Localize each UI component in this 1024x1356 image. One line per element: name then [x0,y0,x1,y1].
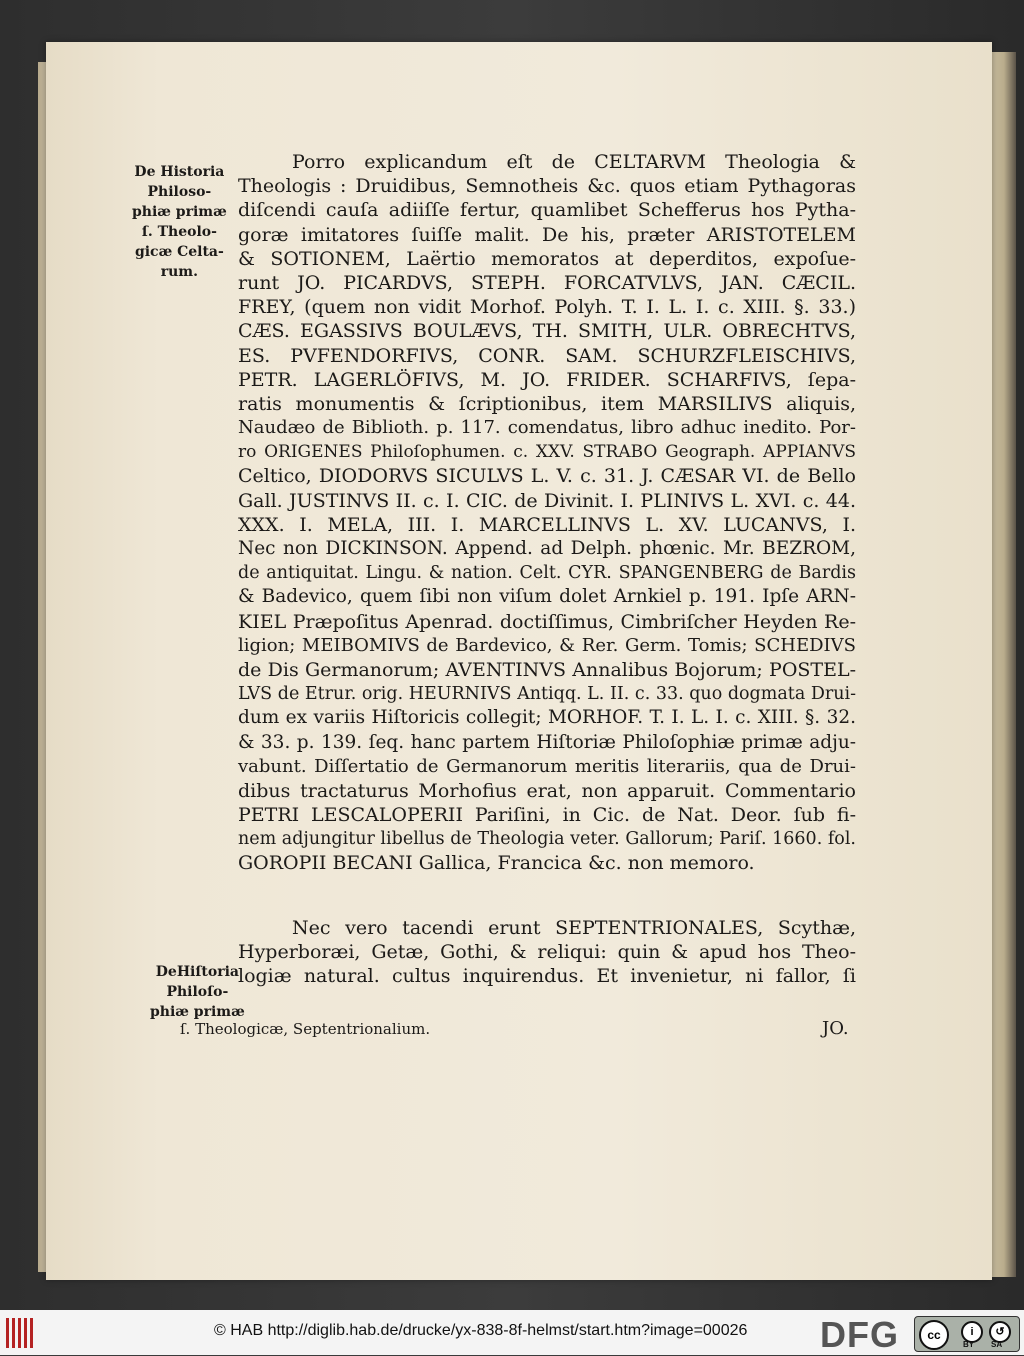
footer-margin-continuation: ſ. Theologicæ, Septentrionalium. [180,1020,431,1038]
text-line: Nec vero tacendi erunt SEPTENTRIONALES, Scythæ, [292,916,856,939]
margin-note-line: phiæ primæ [150,1004,245,1020]
text-line: Theologis : Druidibus, Semnotheis &c. quos etiam Pythagoras [238,175,856,198]
main-text [238,150,856,988]
text-line: dum ex variis Hiſtoricis collegit; MORHOF. T. I. L. I. c. XIII. §. 32. [238,707,856,729]
dfg-logo: DFG [820,1314,899,1355]
text-line: Hyperboræi, Getæ, Gothi, & reliqui: quin & apud hos Theo- [238,940,856,963]
text-line: goræ imitatores ſuiſſe malit. De his, præter ARISTOTELEM [238,223,856,246]
text-line: GOROPII BECANI Gallica, Francica &c. non memoro. [238,852,755,875]
paragraph-2 [238,916,856,989]
paragraph-1 [238,150,856,876]
source-credit-link[interactable]: © HAB http://diglib.hab.de/drucke/yx-838-8f-helmst/start.htm?image=00026 [214,1322,748,1339]
cc-icon: cc [919,1320,949,1350]
margin-note-line: ſ. Theolo- [141,224,217,240]
text-line: XXX. I. MELA, III. I. MARCELLINVS L. XV. LUCANVS, I. [238,513,856,536]
text-line: & SOTIONEM, Laërtio memoratos at deperditos, expoſue- [238,247,856,270]
text-line: FREY, (quem non vidit Morhof. Polyh. T. I. L. I. c. XIII. §. 33.) [238,296,856,319]
margin-note-septentrionalium [150,962,245,1022]
text-line: Gall. JUSTINVS II. c. I. CIC. de Divinit. I. PLINIVS L. XVI. c. 44. [238,489,856,512]
text-line: ro ORIGENES Philoſophumen. c. XXV. STRABO Geograph. APPIANVS [238,442,856,463]
text-line: nem adjungitur libellus de Theologia veter. Gallorum; Pariſ. 1660. fol. [238,829,856,850]
text-line: PETRI LESCALOPERII Pariſini, in Cic. de Nat. Deor. ſub fi- [238,804,856,827]
text-line: Nec non DICKINSON. Append. ad Delph. phœnic. Mr. BEZROM, [238,538,856,559]
text-line: ligion; MEIBOMIVS de Bardevico, & Rer. Germ. Tomis; SCHEDIVS [238,634,856,656]
text-line: dibus tractaturus Morhofius erat, non apparuit. Commentario [238,779,856,802]
by-label: BY [963,1340,975,1349]
text-line: ES. PVFENDORFIVS, CONR. SAM. SCHURZFLEISCHIVS, [238,344,856,367]
text-line: de Dis Germanorum; AVENTINVS Annalibus Bojorum; POSTEL- [238,658,856,681]
attribution-icon: i [961,1321,983,1343]
text-line: & Badevico, quem ſibi non viſum dolet Arnkiel p. 191. Ipſe ARN- [238,586,856,608]
text-line: LVS de Etrur. orig. HEURNIVS Antiqq. L. II. c. 33. quo dogmata Drui- [238,684,856,705]
margin-note-celtarum [132,162,227,282]
margin-note-line: Philoso- [147,184,212,200]
text-line: runt JO. PICARDVS, STEPH. FORCATVLVS, JAN. CÆCIL. [238,271,856,294]
text-line: Porro explicandum eſt de CELTARVM Theologia & [292,151,856,173]
text-line: diſcendi cauſa adiiſſe fertur, quamlibet Schefferus hos Pytha- [238,199,856,222]
scale-ruler-icon [6,1318,36,1348]
margin-note-line: rum. [160,264,198,280]
text-line: KIEL Præpoſitus Apenrad. doctiſſimus, Cimbriſcher Heyden Re- [238,610,856,633]
text-line: logiæ natural. cultus inquirendus. Et invenietur, ni fallor, ſi [238,965,856,987]
margin-note-line: gicæ Celta- [134,244,224,260]
margin-note-line: DeHiſtoria [155,964,239,980]
margin-note-line: phiæ primæ [132,204,227,220]
catchword: JO. [822,1018,849,1039]
text-line: Celtico, DIODORVS SICULVS L. V. c. 31. J. CÆSAR VI. de Bello [238,465,856,488]
text-line: Naudæo de Biblioth. p. 117. comendatus, libro adhuc inedito. Por- [238,417,856,439]
cc-license-badge[interactable] [914,1316,1020,1352]
text-line: vabunt. Diſſertatio de Germanorum meritis literariis, qua de Drui- [238,755,856,777]
share-alike-icon: ↺ [989,1321,1011,1343]
text-line: PETR. LAGERLÖFIVS, M. JO. FRIDER. SCHARFIVS, ſepa- [238,368,856,391]
text-line: & 33. p. 139. ſeq. hanc partem Hiſtoriæ Philoſophiæ primæ adju- [238,731,856,753]
text-line: CÆS. EGASSIVS BOULÆVS, TH. SMITH, ULR. OBRECHTVS, [238,320,856,343]
text-line: ratis monumentis & ſcriptionibus, item MARSILIVS aliquis, [238,392,856,415]
margin-note-line: Philoſo- [166,984,229,1000]
margin-note-line: De Historia [134,164,225,180]
text-line: de antiquitat. Lingu. & nation. Celt. CYR. SPANGENBERG de Bardis [238,563,856,584]
sa-label: SA [991,1340,1003,1349]
